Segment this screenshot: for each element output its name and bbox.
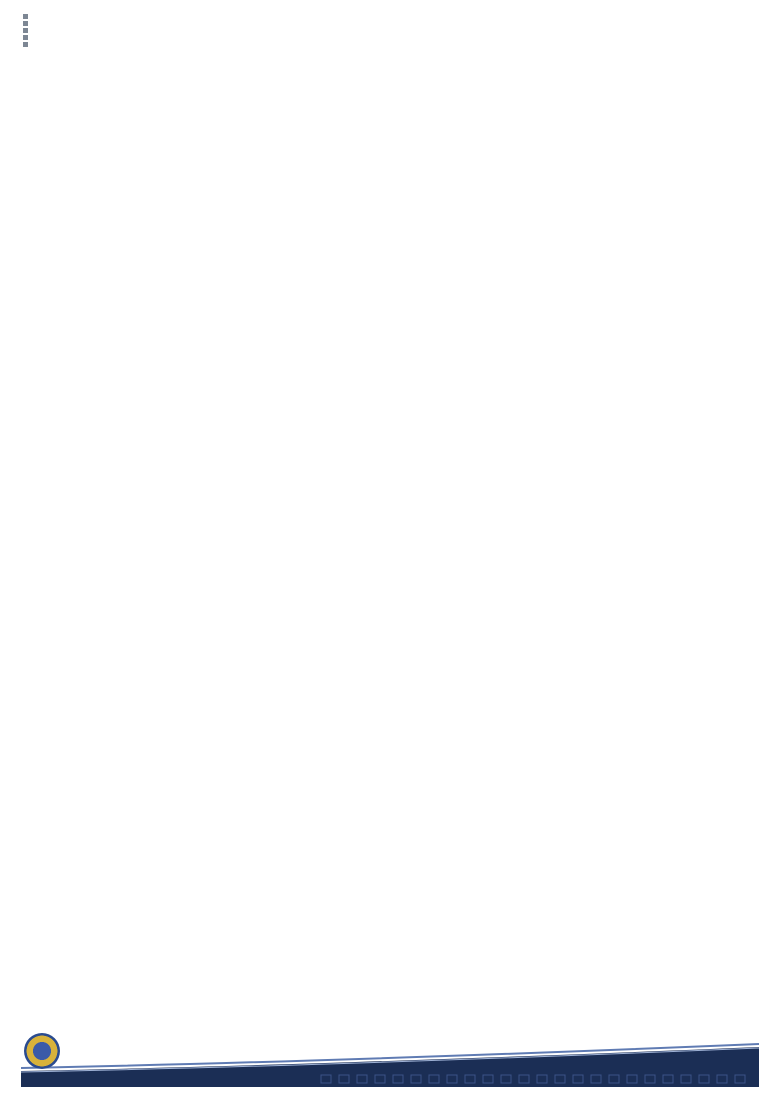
page-footer [21, 1025, 759, 1087]
header-decoration-pattern [634, 10, 759, 50]
page-header [0, 0, 759, 60]
institution-seal-logo [24, 1033, 60, 1069]
footer-wave-band [21, 1041, 759, 1087]
header-accent-bar [23, 14, 28, 47]
